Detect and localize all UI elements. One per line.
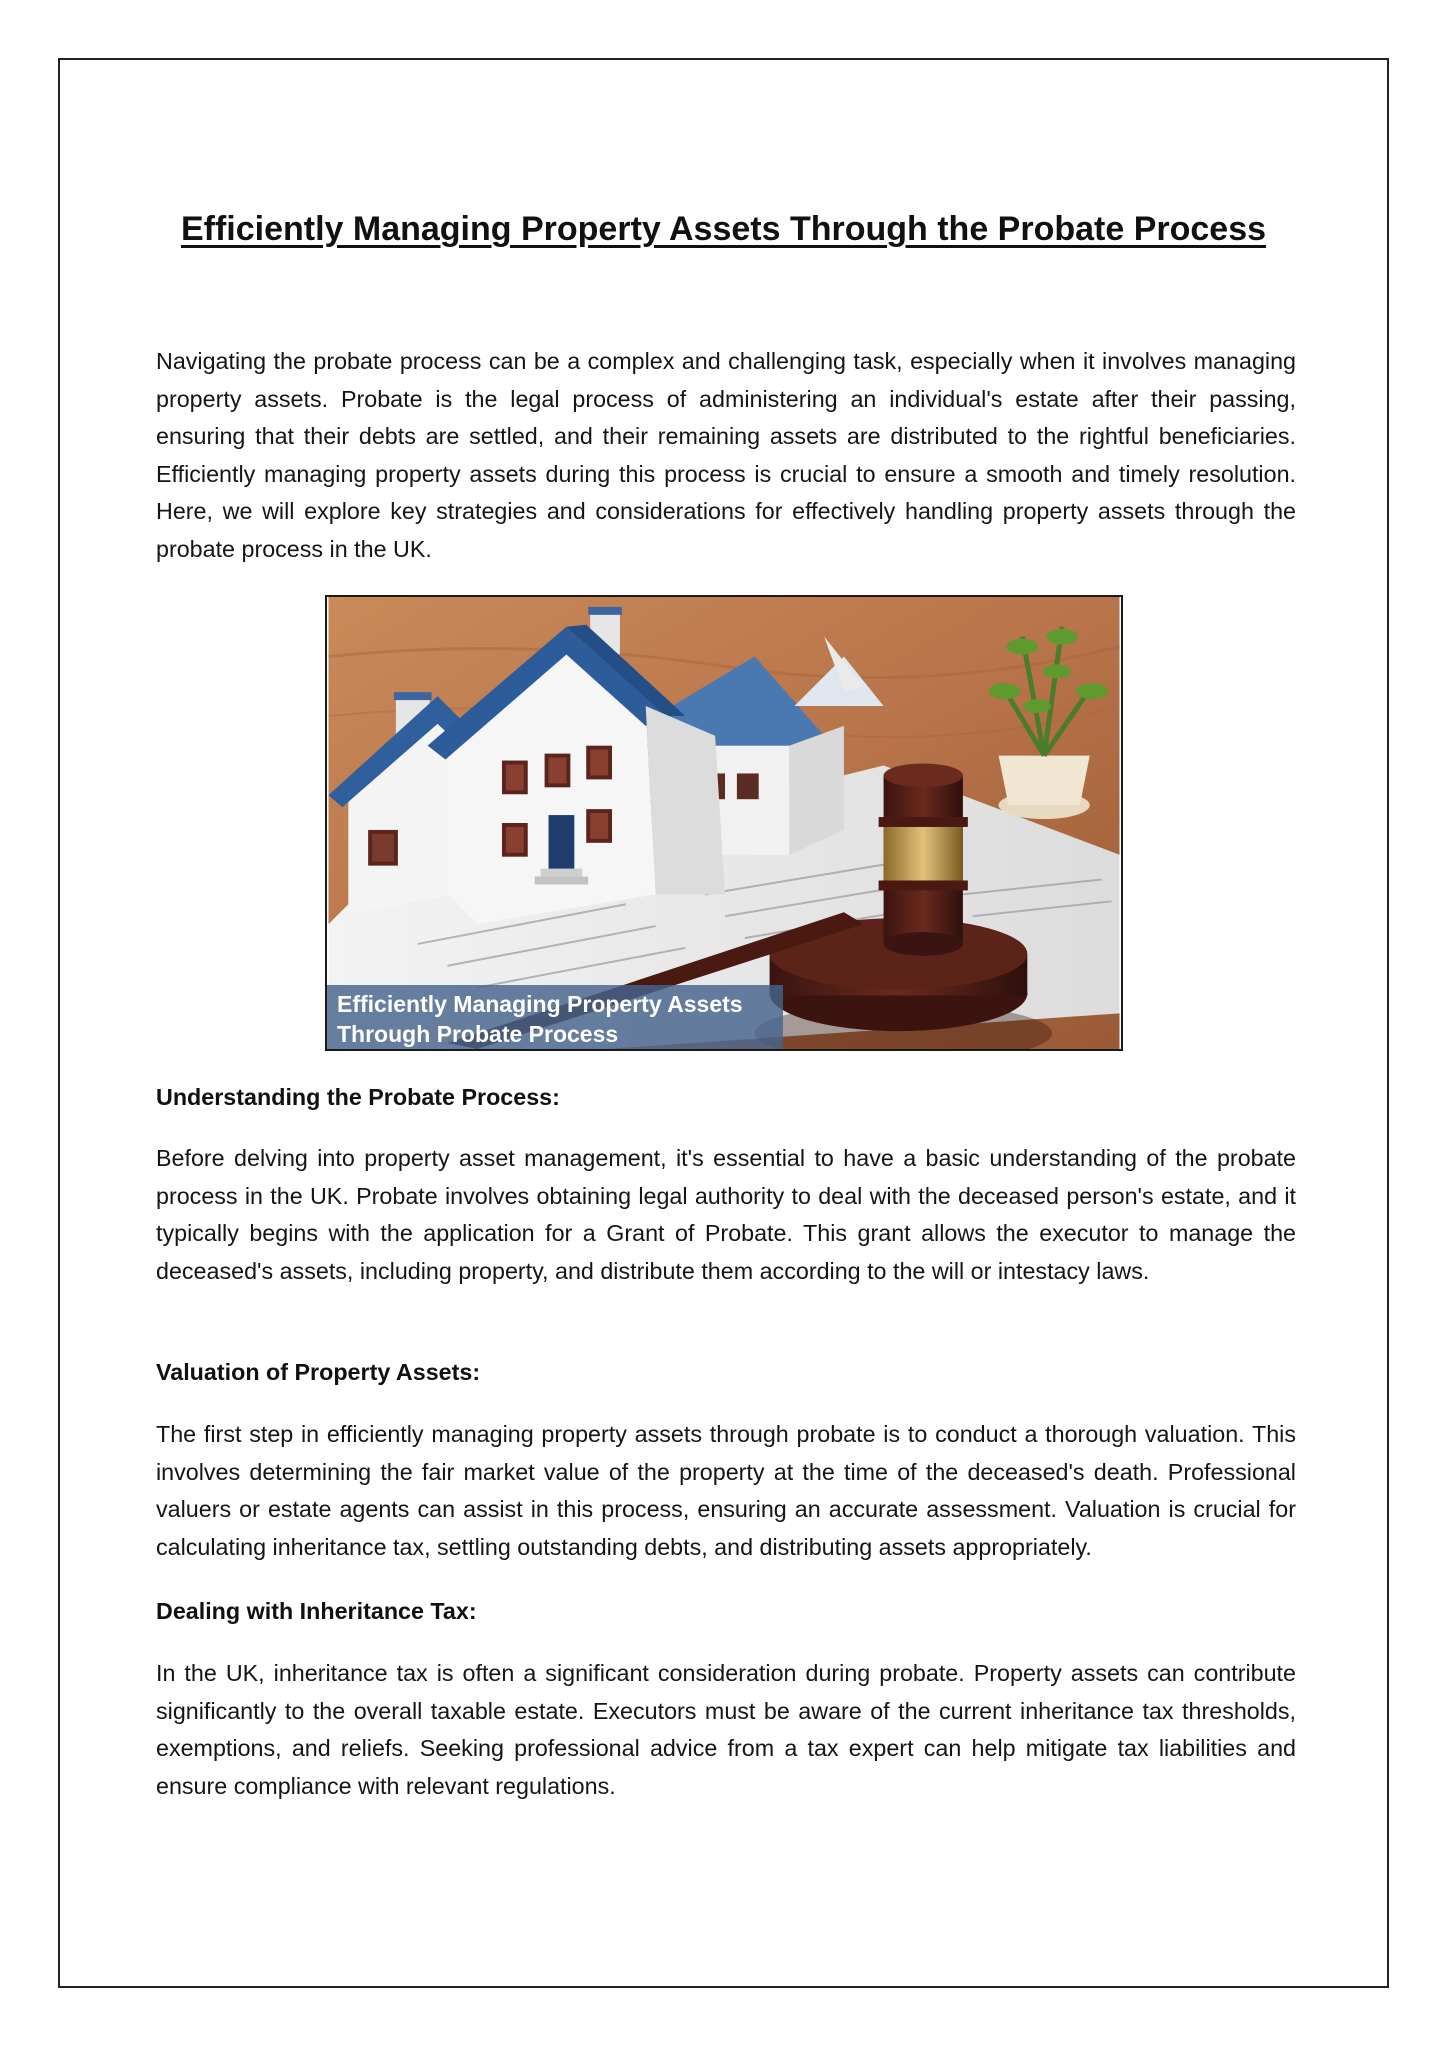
image-caption-line-2: Through Probate Process <box>337 1021 619 1047</box>
section-heading-understanding: Understanding the Probate Process: <box>156 1084 560 1110</box>
image-caption-banner <box>327 985 783 1051</box>
section-text-understanding: Before delving into property asset management, it's essential to have a basic understanding of the probate process in the UK. Probate involves obtaining legal authority to deal with the deceased person's estate, and it typically begins with the application for a Grant of Probate. This grant allows the executor to manage the deceased's assets, including property, and distribute them according to the will or intestacy laws. <box>156 1145 1296 1284</box>
property-gavel-image <box>325 595 1123 1051</box>
document-title: Efficiently Managing Property Assets Through the Probate Process <box>180 210 1267 248</box>
intro-paragraph: Navigating the probate process can be a complex and challenging task, especially when it involves managing property assets. Probate is the legal process of administering an individual's estate after their passing, ensuring that their debts are settled, and their remaining assets are distributed to the rightful beneficiaries. Efficiently managing property assets during this process is crucial to ensure a smooth and timely resolution. Here, we will explore key strategies and considerations for effectively handling property assets through the probate process in the UK. <box>156 348 1296 562</box>
section-heading-valuation: Valuation of Property Assets: <box>156 1359 481 1385</box>
section-heading-inheritance-tax: Dealing with Inheritance Tax: <box>156 1598 477 1624</box>
image-caption-line-1: Efficiently Managing Property Assets <box>337 991 743 1017</box>
section-text-inheritance-tax: In the UK, inheritance tax is often a significant consideration during probate. Property assets can contribute significantly to the overall taxable estate. Executors must be aware of the current inheritance tax thresholds, exemptions, and reliefs. Seeking professional advice from a tax expert can help mitigate tax liabilities and ensure compliance with relevant regulations. <box>156 1660 1296 1799</box>
section-text-valuation: The first step in efficiently managing property assets through probate is to conduct a thorough valuation. This involves determining the fair market value of the property at the time of the deceased's death. Professional valuers or estate agents can assist in this process, ensuring an accurate assessment. Valuation is crucial for calculating inheritance tax, settling outstanding debts, and distributing assets appropriately. <box>156 1421 1296 1560</box>
